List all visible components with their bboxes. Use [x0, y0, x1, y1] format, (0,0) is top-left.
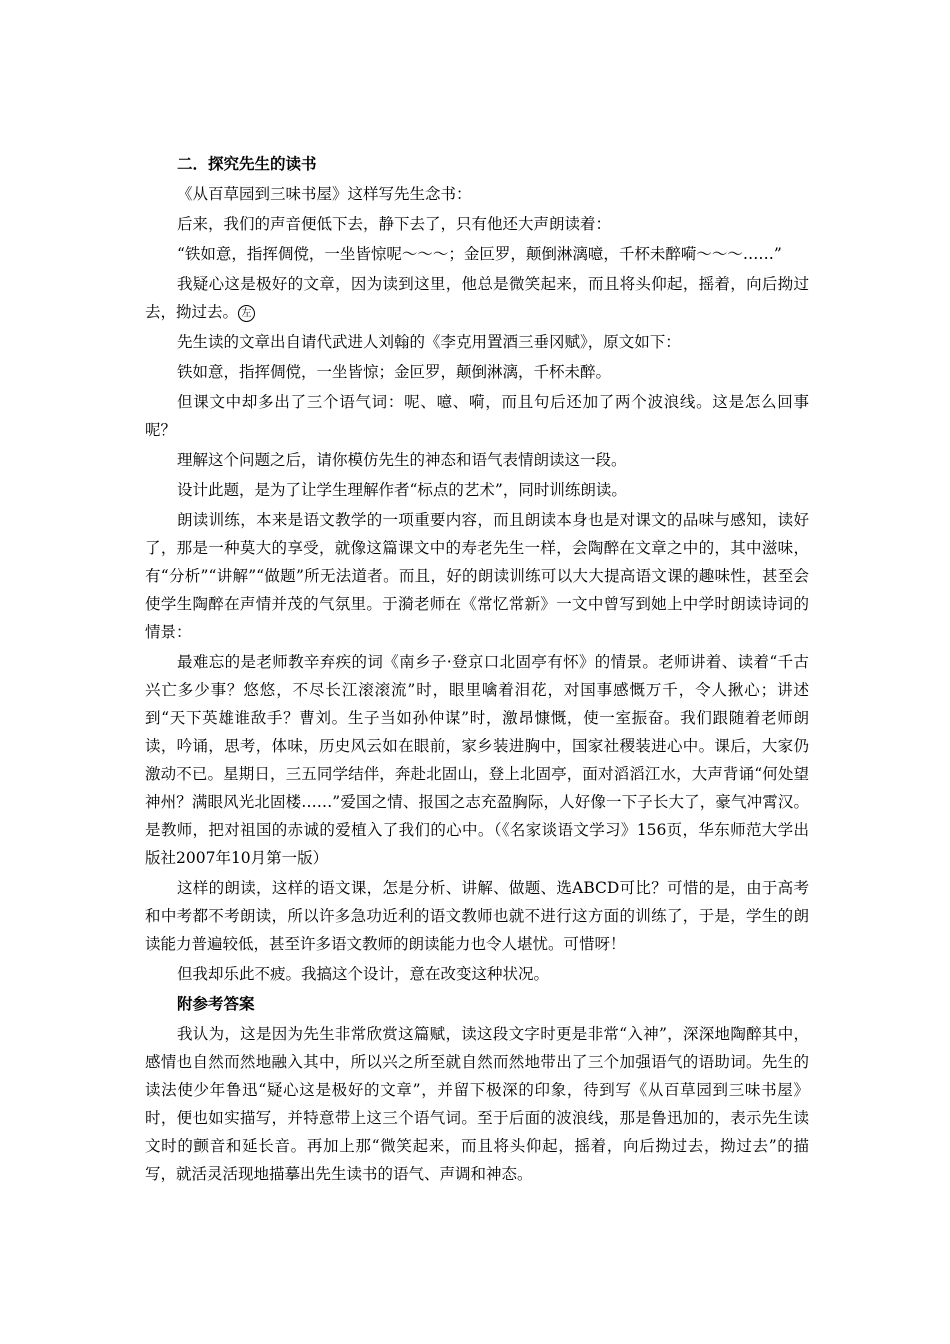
- paragraph: 这样的朗读，这样的语文课，怎是分析、讲解、做题、选ABCD可比？可惜的是，由于高考和中考都不考朗读，所以许多急功近利的语文教师也就不进行这方面的训练了，于是，学生的朗读能力普遍较低，甚至许多语文教师的朗读能力也令人堪忧。可惜呀！: [145, 879, 809, 953]
- original-text: 铁如意，指挥倜傥，一坐皆惊；金叵罗，颠倒淋漓，千杯未醉。: [177, 363, 612, 381]
- paragraph: 但我却乐此不疲。我搞这个设计，意在改变这种状况。: [177, 965, 550, 983]
- paragraph: 理解这个问题之后，请你模仿先生的神态和语气表情朗读这一段。: [177, 451, 627, 469]
- answer-paragraph: 我认为，这是因为先生非常欣赏这篇赋，读这段文字时更是非常“入神”，深深地陶醉其中，感情也自然而然地融入其中，所以兴之所至就自然而然地带出了三个加强语气的语助词。先生的读法使少年鲁迅“疑心这是极好的文章”，并留下极深的印象，待到写《从百草园到三味书屋》时，便也如实描写，并特意带上这三个语气词。至于后面的波浪线，那是鲁迅加的，表示先生读文时的颤音和延长音。再加上那“微笑起来，而且将头仰起，摇着，向后拗过去，拗过去”的描写，就活灵活现地描摹出先生读书的语气、声调和神态。: [145, 1025, 809, 1183]
- document-page: [145, 150, 809, 1190]
- quoted-excerpt: 最难忘的是老师教辛弃疾的词《南乡子·登京口北固亭有怀》的情景。老师讲着、读着“千古兴亡多少事？悠悠，不尽长江滚滚流”时，眼里噙着泪花，对国事感慨万千，令人揪心；讲述到“天下英雄谁敌手？曹刘。生子当如孙仲谋”时，激昂慷慨，使一室振奋。我们跟随着老师朗读，吟诵，思考，体味，历史风云如在眼前，家乡装进胸中，国家社稷装进心中。课后，大家仍激动不已。星期日，三五同学结伴，奔赴北固山，登上北固亭，面对滔滔江水，大声背诵“何处望神州？满眼风光北固楼……”爱国之情、报国之志充盈胸际，人好像一下子长大了，豪气冲霄汉。是教师，把对祖国的赤诚的爱植入了我们的心中。（《名家谈语文学习》156页，华东师范大学出版社2007年10月第一版）: [145, 653, 809, 867]
- answer-title: 附参考答案: [177, 995, 255, 1013]
- paragraph: 朗读训练，本来是语文教学的一项重要内容，而且朗读本身也是对课文的品味与感知，读好了，那是一种莫大的享受，就像这篇课文中的寿老先生一样，会陶醉在文章之中的，其中滋味，有“分析”“讲解”“做题”所无法道者。而且，好的朗读训练可以大大提高语文课的趣味性，甚至会使学生陶醉在声情并茂的气氛里。于漪老师在《常忆常新》一文中曾写到她上中学时朗读诗词的情景：: [145, 511, 809, 641]
- paragraph: 但课文中却多出了三个语气词：呢、噫、嗬，而且句后还加了两个波浪线。这是怎么回事呢？: [145, 393, 809, 439]
- paragraph: 设计此题，是为了让学生理解作者“标点的艺术”，同时训练朗读。: [177, 481, 627, 499]
- paragraph: 先生读的文章出自请代武进人刘翰的《李克用置酒三垂冈赋》，原文如下：: [177, 333, 681, 351]
- paragraph-with-footnote: [145, 270, 809, 326]
- paragraph: 《从百草园到三味书屋》这样写先生念书：: [177, 185, 472, 203]
- paragraph-text: 我疑心这是极好的文章，因为读到这里，他总是微笑起来，而且将头仰起，摇着，向后拗过去，拗过去。: [145, 275, 809, 321]
- section-title: 二．探究先生的读书: [177, 155, 317, 173]
- footnote-marker: 左: [238, 305, 255, 322]
- quoted-passage: “铁如意，指挥倜傥，一坐皆惊呢～～～；金叵罗，颠倒淋漓噫，千杯未醉嗬～～～……”: [177, 245, 782, 263]
- paragraph: 后来，我们的声音便低下去，静下去了，只有他还大声朗读着：: [177, 215, 612, 233]
